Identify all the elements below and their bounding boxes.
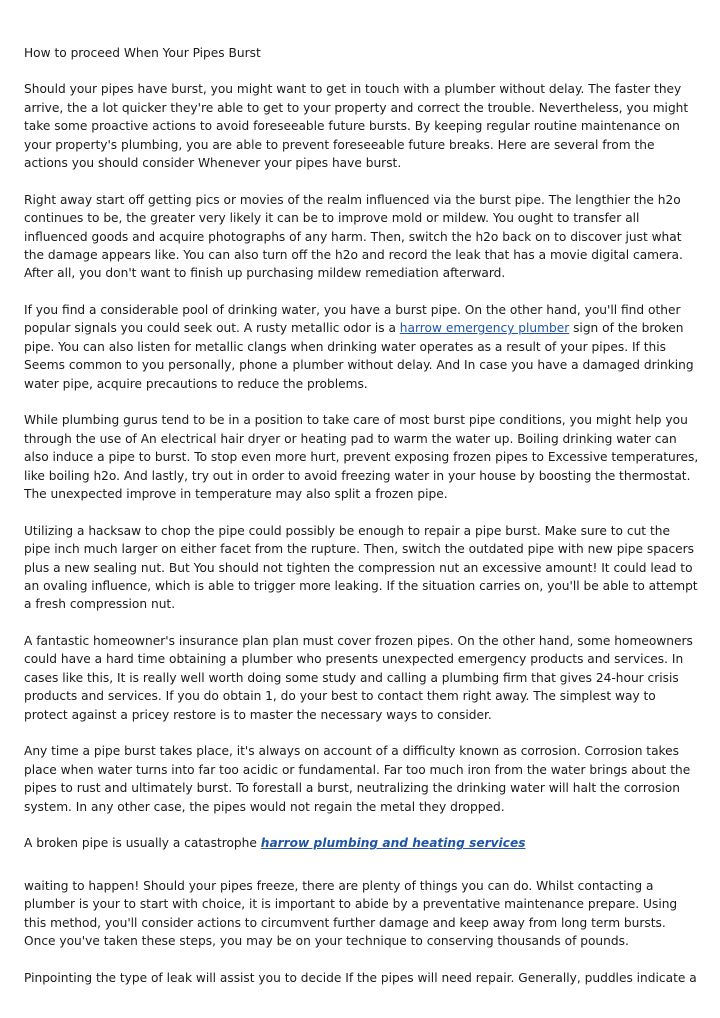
paragraph-3 [24,301,700,393]
paragraph-9: waiting to happen! Should your pipes freeze, there are plenty of things you can do. Whilst contacting a plumber is your to start with choice, it is important to abide by a preventative maintenance prepare. Using this method, you'll consider actions to circumvent further damage and keep away from long term bursts. Once you've taken these steps, you may be on your technique to conserving thousands of pounds. [24,878,678,948]
paragraph-1: Should your pipes have burst, you might want to get in touch with a plumber without delay. The faster they arrive, the a lot quicker they're able to get to your property and correct the trouble. Nevertheless, you might take some proactive actions to avoid foreseeable future bursts. By keeping regular routine maintenance on your property's plumbing, you are able to prevent foreseeable future breaks. Here are several from the actions you should consider Whenever your pipes have burst. [24,82,689,171]
paragraph-3-after-link: sign of the broken pipe. You can also listen for metallic clangs when drinking water operates as a result of your pipes. If this Seems common to you personally, phone a plumber without delay. And In case you have a damaged drinking water pipe, acquire precautions to reduce the problems. [24,321,694,391]
paragraph-2: Right away start off getting pics or movies of the realm influenced via the burst pipe. The lengthier the h2o continues to be, the greater very likely it can be to improve mold or mildew. You ought to transfer all influenced goods and acquire photographs of any harm. Then, switch the h2o back on to discover just what the damage appears like. You can also turn off the h2o and record the leak that has a movie digital camera. After all, you don't want to finish up purchasing mildew remediation afterward. [24,192,683,281]
paragraph-8 [24,834,700,852]
paragraph-5: Utilizing a hacksaw to chop the pipe could possibly be enough to repair a pipe burst. Make sure to cut the pipe inch much larger on either facet from the rupture. Then, switch the outdated pipe with new pipe spacers plus a new sealing nut. But You should not tighten the compression nut an excessive amount! It could lead to an ovaling influence, which is able to trigger more leaking. If the situation carries on, you'll be able to attempt a fresh compression nut. [24,523,698,612]
document-title: How to proceed When Your Pipes Burst [24,46,261,60]
paragraph-10: Pinpointing the type of leak will assist you to decide If the pipes will need repair. Generally, puddles indicate a [24,970,697,985]
paragraph-7: Any time a pipe burst takes place, it's always on account of a difficulty known as corrosion. Corrosion takes place when water turns into far too acidic or fundamental. Far too much iron from the water brings about the pipes to rust and ultimately burst. To forestall a burst, neutralizing the drinking water will halt the corrosion system. In any other case, the pipes would not regain the metal they dropped. [24,744,691,814]
harrow-emergency-plumber-link[interactable]: harrow emergency plumber [399,321,570,336]
paragraph-4: While plumbing gurus tend to be in a position to take care of most burst pipe conditions, you might help you through the use of An electrical hair dryer or heating pad to warm the water up. Boiling drinking water can also induce a pipe to burst. To stop even more hurt, prevent exposing frozen pipes to Excessive temperatures, like boiling h2o. And lastly, try out in order to avoid freezing water in your house by boosting the thermostat. The unexpected improve in temperature may also split a frozen pipe. [24,413,699,502]
paragraph-3-before-link: If you find a considerable pool of drinking water, you have a burst pipe. On the other hand, you'll find other popular signals you could seek out. A rusty metallic odor is a [24,303,681,336]
harrow-plumbing-and-heating-services-link[interactable]: harrow plumbing and heating services [260,836,526,851]
paragraph-6: A fantastic homeowner's insurance plan plan must cover frozen pipes. On the other hand, some homeowners could have a hard time obtaining a plumber who presents unexpected emergency products and services. In cases like this, It is really well worth doing some study and calling a plumbing firm that gives 24-hour crisis products and services. If you do obtain 1, do your best to contact them right away. The simplest way to protect against a pricey restore is to master the necessary ways to consider. [24,634,693,722]
paragraph-8-before-link: A broken pipe is usually a catastrophe [24,836,261,851]
document-body [24,44,700,1005]
